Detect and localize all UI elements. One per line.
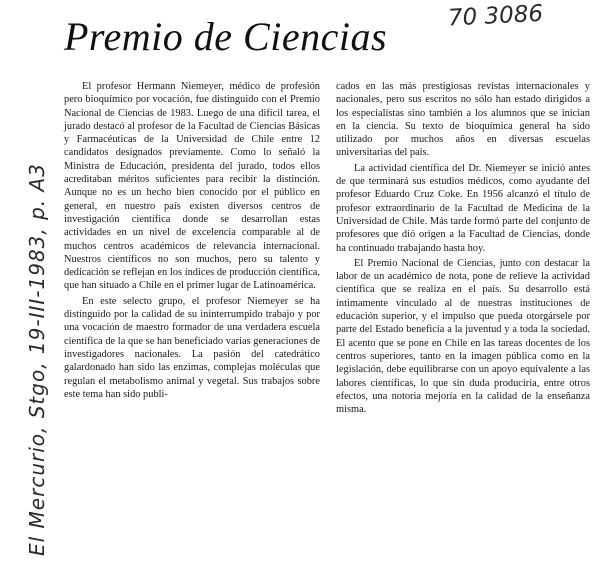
paragraph: cados en las más prestigiosas revistas internacionales y nacionales, pero sus escritos no sólo han estado dirigidos a los especialistas sino también a los alumnos que se inician en la ciencia. Su texto de bioquímica general ha sido utilizado por muchos años en diversas escuelas universitarias del país.	[336, 81, 590, 159]
paragraph: El profesor Hermann Niemeyer, médico de profesión pero bioquímico por vocación, fue distinguido con el Premio Nacional de Ciencias de 1983. Luego de una difícil tarea, el jurado destacó al profesor de la Facultad de Ciencias Básicas y Farmacéuticas de la Universidad de Chile entre 12 candidatos designados previamente. Como lo señaló la Ministra de Educación, presidenta del jurado, todos ellos acreditaban méritos suficientes para recibir la distinción. Aunque no es un hecho bien conocido por el público en general, en nuestro país existen diversos centros de investigación científica donde se desarrollan estas actividades en un nivel de excelencia comparable al de muchos centros académicos de relevancia internacional. Nuestros científicos no son muchos, pero su talento y dedicación se reflejan en los índices de producción científica, que han situado a Chile en el primer lugar de Latinoamérica.	[64, 81, 320, 292]
paragraph: En este selecto grupo, el profesor Niemeyer se ha distinguido por la calidad de su ininterrumpido trabajo y por una vocación de maestro formador de una verdadera escuela científica de la que se han beneficiado varias generaciones de investigadores nacionales. La pasión del catedrático galardonado han sido las enzimas, complejas moléculas que regulan el metabolismo animal y vegetal. Sus trabajos sobre este tema han sido publi-	[64, 295, 320, 400]
paragraph: El Premio Nacional de Ciencias, junto con destacar la labor de un académico de nota, pone de relieve la actividad científica que se realiza en el país. Su desarrollo está íntimamente vinculado al de nuestras instituciones de educación superior, y el impulso que pueda otorgársele por parte del Estado beneficia a la juventud y a toda la sociedad. El acento que se pone en Chile en las tareas docentes de los centros superiores, tanto en la imagen pública como en la legislación, debe equilibrarse con un apoyo equivalente a las labores científicas, lo que sin duda produciría, entre otros efectos, una notoria mejoría en la calidad de la enseñanza misma.	[336, 257, 590, 416]
handwritten-margin-note: El Mercurio, Stgo, 19-III-1983, p. A3	[25, 163, 49, 556]
article-column-left	[64, 80, 320, 401]
handwritten-reference-number: 70 3086	[447, 0, 544, 32]
article-headline: Premio de Ciencias	[64, 14, 388, 59]
article-column-right	[336, 80, 590, 416]
paragraph: La actividad científica del Dr. Niemeyer se inició antes de que terminará sus estudios médicos, como ayudante del profesor Eduardo Cruz Coke. En 1956 alcanzó el título de profesor extraordinario de la Facultad de Medicina de la Universidad de Chile. Más tarde formó parte del conjunto de profesores que dió origen a la Facultad de Ciencias, donde ha continuado trabajando hasta hoy.	[336, 162, 590, 254]
